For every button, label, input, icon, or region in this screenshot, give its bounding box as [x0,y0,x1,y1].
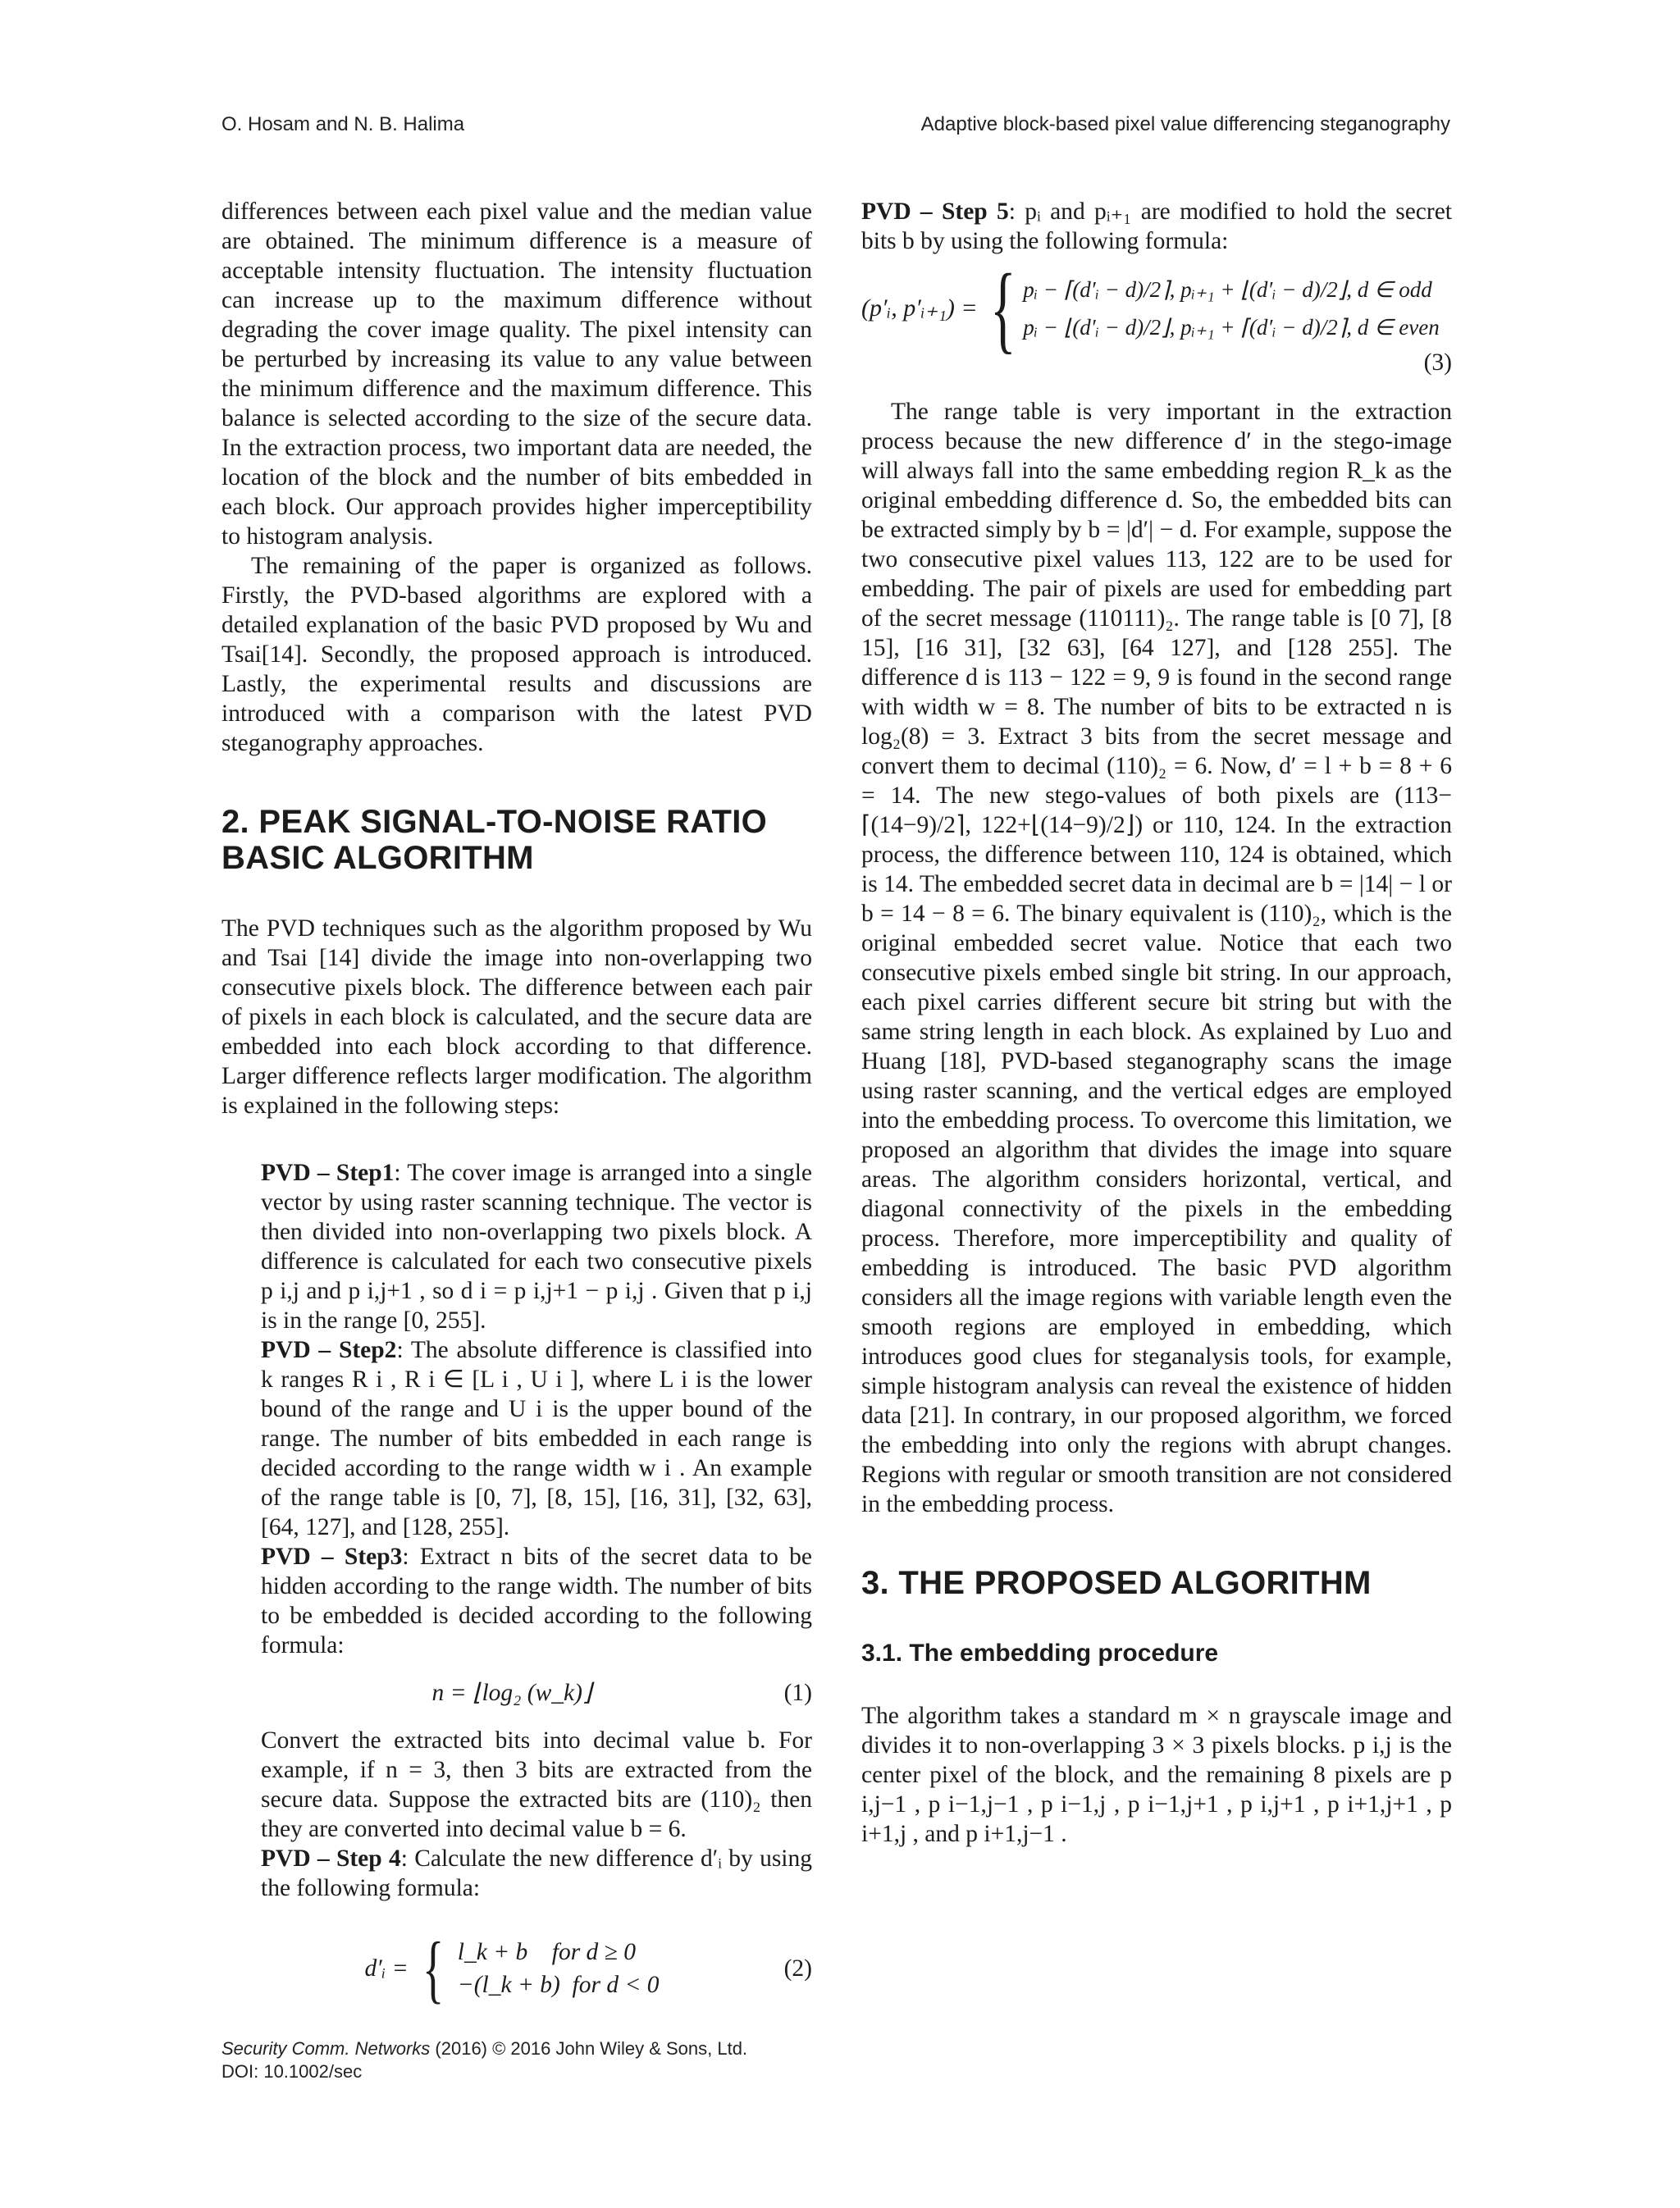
intro-paragraph-2: The remaining of the paper is organized as follows. Firstly, the PVD-based algorithms are explored with a detailed explanation of the basic PVD proposed by Wu and Tsai[14]. Secondly, the proposed approach is introduced. Lastly, the experimental results and discussions are introduced with a comparison with the latest PVD steganography approaches. [221,553,812,756]
step-2-label: PVD – Step2 [261,1337,397,1363]
running-header-authors: O. Hosam and N. B. Halima [221,113,465,135]
footer-copyright: (2016) © 2016 John Wiley & Sons, Ltd. [435,2038,748,2059]
equation-3-number: (3) [1423,349,1452,376]
equation-1-body: n = ⌊log₂ (w_k)⌋ [431,1680,592,1706]
step-2-text: : The absolute difference is classified into k ranges R i , R i ∈ [L i , U i ], where L i is the lower bound of the range and U i is the upper bound of the range. The number of bits embedded in each range is decided according to the range width w i . An example of the range table is [0, 7], [8, 15], [16, 31], [32, 63], [64, 127], and [128, 255]. [261,1337,812,1540]
embedding-procedure-paragraph: The algorithm takes a standard m × n grayscale image and divides it to non-overlapping 3 × 3 pixels blocks. p i,j is the center pixel of the block, and the remaining 8 pixels are p i,j−1 , p i−1,j−1 , p i−1,j , p i−1,j+1 , p i,j+1 , p i+1,j+1 , p i+1,j , and p i+1,j−1 . [861,1703,1452,1847]
range-table-paragraph: The range table is very important in the extraction process because the new difference d′ in the stego-image will always fall into the same embedding region R_k as the original embedding difference d. So, the embedded bits can be extracted simply by b = |d′| − d. For example, suppose the two consecutive pixel values 113, 122 are to be used for embedding. The pair of pixels are used for embedding part of the secret message (110111)₂. The range table is [0 7], [8 15], [16 31], [32 63], [64 127], and [128 255]. The difference d is 113 − 122 = 9, 9 is found in the second range with width w = 8. The number of bits to be extracted n is log₂(8) = 3. Extract 3 bits from the secret message and convert them to decimal (110)₂ = 6. Now, d′ = l + b = 8 + 6 = 14. The new stego-values of both pixels are (113−⌈(14−9)/2⌉, 122+⌊(14−9)/2⌋) or 110, 124. In the extraction process, the difference between 110, 124 is obtained, which is 14. The embedded secret data in decimal are b = |14| − l or b = 14 − 8 = 6. The binary equivalent is (110)₂, which is the original embedded secret value. Notice that each two consecutive pixels embed single bit string. In our approach, each pixel carries different secure bit string but with the same string length in each block. As explained by Luo and Huang [18], PVD-based steganography scans the image using raster scanning, and the vertical edges are employed into the embedding process. To overcome this limitation, we proposed an algorithm that divides the image into square areas. The algorithm considers horizontal, vertical, and diagonal connectivity of the pixels in the embedding process. Therefore, more imperceptibility and quality of embedding is introduced. The basic PVD algorithm considers all the image regions with variable length even the smooth regions are employed in embedding, which introduces good clues for steganalysis tools, for example, simple histogram analysis can reveal the existence of hidden data [21]. In contrary, in our proposed algorithm, we forced the embedding into only the regions with abrupt changes. Regions with regular or smooth transition are not considered in the embedding process. [861,399,1452,1517]
subsection-3-1-heading: 3.1. The embedding procedure [861,1640,1219,1667]
step-1 [261,1158,812,1335]
intro-paragraph-1: differences between each pixel value and the median value are obtained. The minimum difference is a measure of acceptable intensity fluctuation. The intensity fluctuation can increase up to the maximum difference without degrading the cover image quality. The pixel intensity can be perturbed by increasing its value to any value between the minimum difference and the maximum difference. This balance is selected according to the size of the secure data. In the extraction process, two important data are needed, the location of the block and the number of bits embedded in each block. Our approach provides higher imperceptibility to histogram analysis. [221,198,812,550]
equation-2-case-1: l_k + b for d ≥ 0 [457,1939,636,1965]
step-4 [261,1844,812,1903]
step-3-label: PVD – Step3 [261,1544,403,1570]
page-footer [221,2037,747,2083]
running-header-title: Adaptive block-based pixel value differencing steganography [920,113,1450,135]
left-column [221,197,812,2019]
step-1-label: PVD – Step1 [261,1160,395,1186]
equation-3-case-2: pᵢ − ⌊(d′ᵢ − d)/2⌋, pᵢ₊₁ + ⌈(d′ᵢ − d)/2⌉, d ∈ even [1023,315,1440,340]
equation-3-lhs: (p′ᵢ, p′ᵢ₊₁) = [861,294,978,322]
equation-3-case-1: pᵢ − ⌈(d′ᵢ − d)/2⌉, pᵢ₊₁ + ⌊(d′ᵢ − d)/2⌋, d ∈ odd [1023,277,1432,302]
step-3 [261,1542,812,1660]
footer-doi: DOI: 10.1002/sec [221,2061,363,2082]
step-2 [261,1335,812,1542]
footer-journal: Security Comm. Networks [221,2038,431,2059]
equation-1-number: (1) [783,1680,812,1706]
equation-2-number: (2) [783,1955,812,1982]
step-3-text: : Extract n bits of the secret data to be hidden according to the range width. The number of bits to be embedded is decided according to the following formula: [261,1544,812,1658]
left-brace-symbol: { [422,1927,444,2010]
step-4-label: PVD – Step 4 [261,1845,401,1872]
section-2-paragraph: The PVD techniques such as the algorithm proposed by Wu and Tsai [14] divide the image into non-overlapping two consecutive pixels block. The difference between each pair of pixels in each block is calculated, and the secure data are embedded into each block according to that difference. Larger difference reflects larger modification. The algorithm is explained in the following steps: [221,915,812,1119]
section-2-heading: 2. PEAK SIGNAL-TO-NOISE RATIO BASIC ALGORITHM [221,804,768,876]
step-1-text: : The cover image is arranged into a single vector by using raster scanning technique. The vector is then divided into non-overlapping two pixels block. A difference is calculated for each two consecutive pixels p i,j and p i,j+1 , so d i = p i,j+1 − p i,j . Given that p i,j is in the range [0, 255]. [261,1160,813,1334]
section-3-heading: 3. THE PROPOSED ALGORITHM [861,1565,1372,1601]
equation-2-case-2: −(l_k + b) for d < 0 [457,1972,660,1998]
equation-2 [261,1927,812,2010]
right-column [861,197,1452,1849]
step-5-text: : pᵢ and pᵢ₊₁ are modified to hold the secret bits b by using the following formula: [861,198,1452,254]
left-brace-symbol: { [989,253,1016,363]
step-5-label: PVD – Step 5 [861,198,1009,225]
step-5 [861,197,1452,256]
after-equation-1: Convert the extracted bits into decimal value b. For example, if n = 3, then 3 bits are extracted from the secure data. Suppose the extracted bits are (110)₂ then they are converted into decimal value b = 6. [261,1727,812,1842]
pvd-steps [261,1158,813,2010]
equation-3 [861,253,1452,377]
equation-1 [261,1678,812,1708]
equation-2-lhs: d′ᵢ = [364,1955,409,1982]
step-4-text: : Calculate the new difference d′ᵢ by using the following formula: [261,1845,812,1901]
